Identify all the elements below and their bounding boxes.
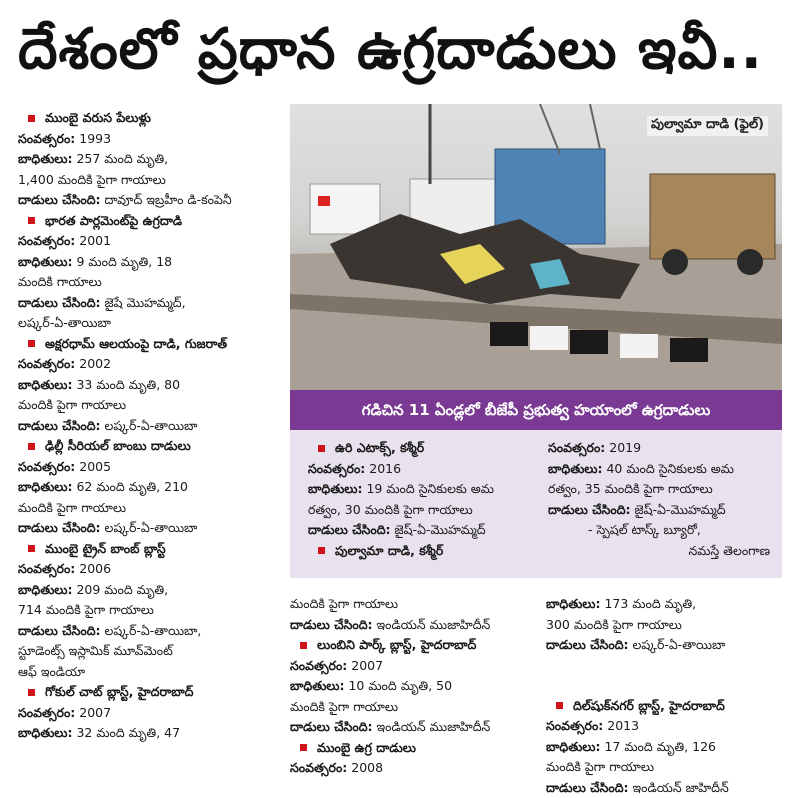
column-right <box>546 594 786 798</box>
newspaper-credit: నమస్తే తెలంగాణ <box>688 542 770 558</box>
bullet-icon <box>28 217 35 224</box>
ambulance-cross <box>318 196 330 206</box>
bullet-icon <box>28 689 35 696</box>
photo-illustration <box>290 104 782 390</box>
spacer <box>546 656 786 696</box>
attack-attacker-cont: - స్పెషల్ టాస్క్ బ్యూరో, <box>588 522 701 537</box>
curb-block <box>530 326 568 350</box>
attack-year: సంవత్సరం: 2006 <box>18 561 112 576</box>
attack-title: అక్షరధామ్ ఆలయంపై దాడి, గుజరాత్ <box>18 334 284 355</box>
attack-victims: బాధితులు: 32 మంది మృతి, 47 <box>18 725 181 740</box>
bullet-icon <box>300 744 307 751</box>
attack-victims: బాధితులు: 62 మంది మృతి, 210 <box>18 479 189 494</box>
attack-victims-cont: రత్వం, 30 మందికి పైగా గాయాలు <box>308 501 473 517</box>
column-middle <box>290 594 542 779</box>
bjp-era-banner: గడిచిన 11 ఏండ్లలో బీజేపీ ప్రభుత్వ హయాంలో ఉగ్రదాడులు <box>290 390 782 430</box>
attack-victims-cont: మందికి పైగా గాయాలు <box>546 759 655 774</box>
vehicle-wheel <box>737 249 763 275</box>
bullet-icon <box>318 445 325 452</box>
pulwama-attack-photo <box>290 104 782 390</box>
attack-year: సంవత్సరం: 2019 <box>548 440 642 455</box>
attack-year: సంవత్సరం: 2005 <box>18 458 112 474</box>
tree-branch <box>590 104 600 149</box>
attack-victims-cont: మందికి పైగా గాయాలు <box>18 397 127 412</box>
attack-title: ఉరి ఎటాక్స్, కశ్మీర్ <box>308 438 544 459</box>
attack-victims: బాధితులు: 257 మంది మృతి, <box>18 151 169 166</box>
attack-title: దిల్‌షుక్‌నగర్ బ్లాస్ట్, హైదరాబాద్ <box>546 696 786 717</box>
attack-victims: బాధితులు: 33 మంది మృతి, 80 <box>18 376 181 392</box>
attack-attacker: దాడులు చేసింది: లష్కర్-ఏ-తాయిబా <box>546 637 726 652</box>
attack-title: ఢిల్లీ సీరియల్ బాంబు దాడులు <box>18 436 284 457</box>
attack-victims-cont: మందికి గాయాలు <box>18 274 102 289</box>
attack-victims-cont: రత్వం, 35 మందికి పైగా గాయాలు <box>548 481 713 496</box>
attack-attacker: దాడులు చేసింది: లష్కర్-ఏ-తాయిబా, <box>18 622 202 638</box>
attack-attacker: దాడులు చేసింది: జైషే మొహమ్మద్, <box>18 294 186 310</box>
attack-year: సంవత్సరం: 2002 <box>18 356 112 371</box>
box-column-right <box>548 438 776 561</box>
attack-year: సంవత్సరం: 2007 <box>18 704 112 720</box>
curb-block <box>570 330 608 354</box>
attack-attacker-cont: ఆఫ్ ఇండియా <box>18 663 86 679</box>
attack-title: ముంబై ఉగ్ర దాడులు <box>290 738 542 759</box>
bullet-icon <box>28 443 35 450</box>
column-left <box>18 108 284 744</box>
attack-title: భారత పార్లమెంట్‌పై ఉగ్రదాడి <box>18 211 284 232</box>
attack-victims: బాధితులు: 9 మంది మృతి, 18 <box>18 253 173 269</box>
attack-victims-cont: 1,400 మందికి పైగా గాయాలు <box>18 171 166 187</box>
bullet-icon <box>28 545 35 552</box>
photo-caption: పుల్వామా దాడి (ఫైల్) <box>647 116 768 136</box>
attack-victims: బాధితులు: 173 మంది మృతి, <box>546 596 697 611</box>
attack-year: సంవత్సరం: 2013 <box>546 718 640 733</box>
attack-attacker: దాడులు చేసింది: లష్కర్-ఏ-తాయిబా <box>18 520 198 535</box>
attack-victims-cont: 300 మందికి పైగా గాయాలు <box>546 616 682 632</box>
vehicle-wheel <box>662 249 688 275</box>
headline: దేశంలో ప్రధాన ఉగ్రదాడులు ఇవీ.. <box>18 17 763 82</box>
attack-victims: బాధితులు: 40 మంది సైనికులకు అమ <box>548 460 735 476</box>
attack-attacker: దాడులు చేసింది: దావూద్ ఇబ్రహీం డి-కంపెనీ <box>18 192 232 207</box>
attack-title: పుల్వామా దాడి, కశ్మీర్ <box>308 541 544 562</box>
box-column-left <box>308 438 544 561</box>
attack-victims-cont: 714 మందికి పైగా గాయాలు <box>18 602 154 617</box>
attack-attacker: దాడులు చేసింది: ఇండియన్ ముజాహిదీన్ <box>290 719 491 734</box>
attack-victims-cont: మందికి పైగా గాయాలు <box>290 698 399 714</box>
attack-victims: బాధితులు: 17 మంది మృతి, 126 <box>546 738 717 754</box>
ambulance <box>310 184 380 234</box>
attack-year: సంవత్సరం: 2008 <box>290 760 384 775</box>
armored-vehicle <box>650 174 775 259</box>
attack-year: సంవత్సరం: 2007 <box>290 657 384 673</box>
attack-victims: బాధితులు: 209 మంది మృతి, <box>18 581 169 597</box>
attack-year: సంవత్సరం: 1993 <box>18 130 112 146</box>
curb-block <box>670 338 708 362</box>
bullet-icon <box>318 547 325 554</box>
attack-attacker-cont: స్టూడెంట్స్ ఇస్లామిక్ మూవ్‌మెంట్ <box>18 643 173 658</box>
attack-victims: బాధితులు: 19 మంది సైనికులకు అమ <box>308 481 495 496</box>
bullet-icon <box>28 340 35 347</box>
attack-attacker: దాడులు చేసింది: లష్కర్-ఏ-తాయిబా <box>18 417 198 433</box>
attack-title: ముంబై వరుస పేలుళ్లు <box>18 108 284 129</box>
attack-title: ముంబై ట్రైన్ బాంబ్ బ్లాస్ట్ <box>18 539 284 560</box>
attack-attacker: దాడులు చేసింది: ఇండియన్ ముజాహిదీన్ <box>290 616 491 632</box>
curb-block <box>490 322 528 346</box>
tree-branch <box>540 104 560 154</box>
attack-attacker: దాడులు చేసింది: జైష్-ఏ-మొహమ్మద్ <box>308 522 486 537</box>
attack-attacker-cont: లష్కర్-ఏ-తాయిబా <box>18 315 111 330</box>
attack-victims-cont: మందికి పైగా గాయాలు <box>18 499 127 515</box>
attack-victims: బాధితులు: 10 మంది మృతి, 50 <box>290 678 453 693</box>
bullet-icon <box>556 702 563 709</box>
attack-year: సంవత్సరం: 2001 <box>18 233 112 248</box>
attack-victims-cont: మందికి పైగా గాయాలు <box>290 596 399 611</box>
attack-title: లుంబిని పార్క్ బ్లాస్ట్, హైదరాబాద్ <box>290 635 542 656</box>
attack-attacker: దాడులు చేసింది: జైష్-ఏ-మొహమ్మద్ <box>548 501 726 517</box>
bullet-icon <box>28 115 35 122</box>
curb-block <box>620 334 658 358</box>
attack-attacker: దాడులు చేసింది: ఇండియన్ జాహిదీన్ <box>546 779 729 795</box>
bjp-era-box <box>290 430 782 578</box>
attack-year: సంవత్సరం: 2016 <box>308 460 402 476</box>
attack-title: గోకుల్ చాట్ బ్లాస్ట్, హైదరాబాద్ <box>18 682 284 703</box>
bullet-icon <box>300 642 307 649</box>
